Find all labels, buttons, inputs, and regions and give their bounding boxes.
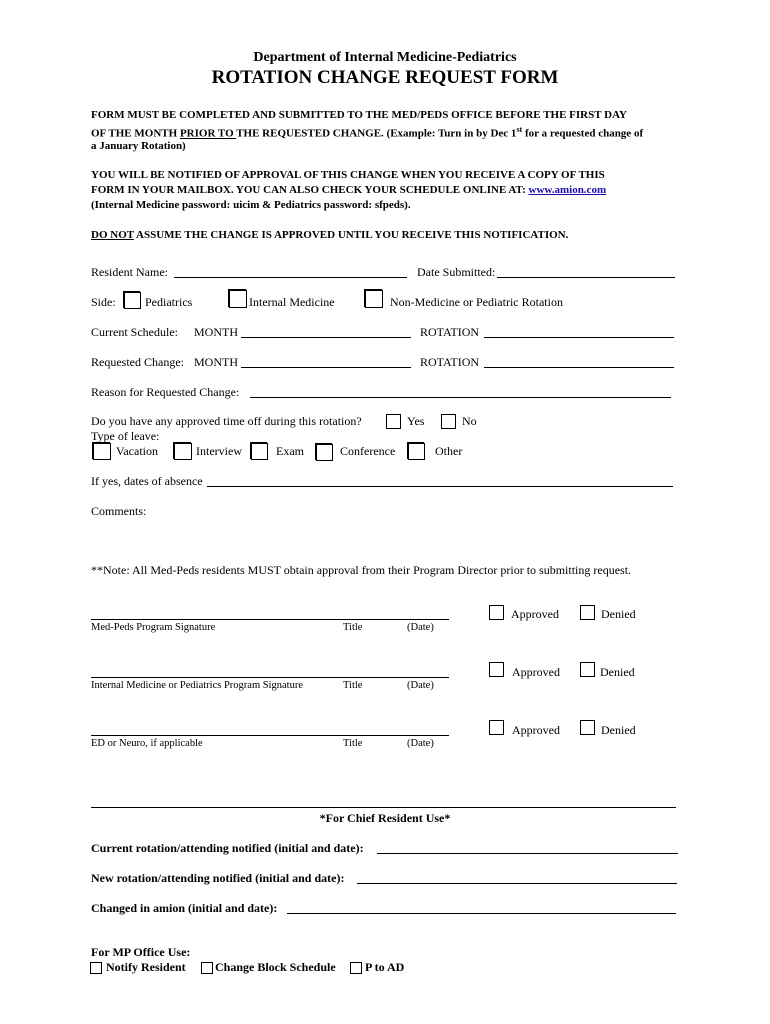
interview-label: Interview [196,444,242,458]
conference-label: Conference [340,444,396,458]
vacation-checkbox[interactable] [93,443,111,460]
internal-medicine-label: Internal Medicine [249,295,335,309]
requested-month-field[interactable] [241,367,411,368]
amion-link[interactable]: www.amion.com [528,184,607,196]
notify-resident-label: Notify Resident [106,960,186,974]
current-month-field[interactable] [241,337,411,338]
im-peds-title-label: Title [343,680,363,691]
p-to-ad-label: P to AD [365,960,405,974]
med-peds-signature-label: Med-Peds Program Signature [91,622,216,633]
ed-neuro-denied-checkbox[interactable] [580,720,595,735]
current-rotation-field[interactable] [484,337,674,338]
med-peds-approved-checkbox[interactable] [489,605,504,620]
instructions-p1-line2 [91,125,643,140]
requested-rotation-field[interactable] [484,367,674,368]
chief-resident-heading: *For Chief Resident Use* [319,811,451,825]
instructions-text: ASSUME THE CHANGE IS APPROVED UNTIL YOU RECEIVE THIS NOTIFICATION. [133,229,569,241]
requested-month-label: MONTH [194,355,238,369]
reason-field[interactable] [250,397,671,398]
yes-label: Yes [407,414,425,428]
change-block-schedule-checkbox[interactable] [201,962,213,974]
date-submitted-label: Date Submitted: [417,265,496,279]
other-label: Other [435,444,463,458]
office-use-heading: For MP Office Use: [91,945,191,959]
ed-neuro-denied-label: Denied [601,723,636,737]
chief-section-divider [91,807,676,808]
form-title: ROTATION CHANGE REQUEST FORM [211,67,559,88]
current-rotation-label: ROTATION [420,325,480,339]
side-label: Side: [91,295,116,309]
non-medicine-checkbox[interactable] [365,290,383,308]
instructions-text: THE REQUESTED CHANGE. (Example: Turn in by Dec 1 [236,127,517,140]
instructions-text: for a requested change of [522,127,644,140]
ed-neuro-title-label: Title [343,738,363,749]
current-schedule-label: Current Schedule: [91,325,178,339]
current-rotation-notified-label: Current rotation/attending notified (initial and date): [91,841,364,855]
im-peds-approved-checkbox[interactable] [489,662,504,677]
exam-checkbox[interactable] [251,443,268,460]
instructions-p3 [91,229,568,241]
comments-label: Comments: [91,504,147,518]
department-title: Department of Internal Medicine-Pediatrics [253,50,517,65]
instructions-p1-line3: a January Rotation) [91,140,186,152]
time-off-yes-checkbox[interactable] [386,414,401,429]
changed-in-amion-field[interactable] [287,913,676,914]
type-of-leave-label: Type of leave: [91,429,160,443]
ed-neuro-approved-checkbox[interactable] [489,720,504,735]
pediatrics-checkbox[interactable] [124,292,141,309]
reason-label: Reason for Requested Change: [91,385,240,399]
med-peds-approved-label: Approved [511,607,559,621]
ed-neuro-date-label: (Date) [407,738,434,749]
ed-neuro-approved-label: Approved [512,723,560,737]
instructions-underlined: PRIOR TO [179,127,237,140]
time-off-question: Do you have any approved time off during this rotation? [91,414,362,428]
time-off-no-checkbox[interactable] [441,414,456,429]
ed-neuro-signature-line[interactable] [91,735,449,736]
resident-name-label: Resident Name: [91,265,168,279]
med-peds-date-label: (Date) [407,622,434,633]
instructions-p1-line1: FORM MUST BE COMPLETED AND SUBMITTED TO THE MED/PEDS OFFICE BEFORE THE FIRST DAY [91,109,627,121]
changed-in-amion-label: Changed in amion (initial and date): [91,901,278,915]
interview-checkbox[interactable] [174,443,192,460]
dates-absence-label: If yes, dates of absence [91,474,203,488]
requested-change-label: Requested Change: [91,355,184,369]
superscript: st [516,125,523,134]
new-rotation-notified-label: New rotation/attending notified (initial and date): [91,871,345,885]
im-peds-signature-label: Internal Medicine or Pediatrics Program Signature [91,680,303,691]
im-peds-approved-label: Approved [512,665,560,679]
med-peds-title-label: Title [343,622,363,633]
med-peds-signature-line[interactable] [91,619,449,620]
im-peds-denied-label: Denied [600,665,635,679]
med-peds-denied-checkbox[interactable] [580,605,595,620]
change-block-schedule-label: Change Block Schedule [215,960,336,974]
dates-absence-field[interactable] [207,486,673,487]
no-label: No [462,414,477,428]
instructions-p2-line2 [91,184,606,196]
med-peds-denied-label: Denied [601,607,636,621]
ed-neuro-signature-label: ED or Neuro, if applicable [91,738,203,749]
resident-name-field[interactable] [174,277,407,278]
vacation-label: Vacation [116,444,158,458]
instructions-p2-line3: (Internal Medicine password: uicim & Pediatrics password: sfpeds). [91,199,411,211]
pediatrics-label: Pediatrics [145,295,193,309]
instructions-text: OF THE MONTH [91,127,180,140]
im-peds-signature-line[interactable] [91,677,449,678]
exam-label: Exam [276,444,304,458]
requested-rotation-label: ROTATION [420,355,480,369]
instructions-text: FORM IN YOUR MAILBOX. YOU CAN ALSO CHECK YOUR SCHEDULE ONLINE AT: [91,184,529,196]
non-medicine-label: Non-Medicine or Pediatric Rotation [390,295,563,309]
internal-medicine-checkbox[interactable] [229,290,247,308]
do-not-underlined: DO NOT [91,229,134,241]
other-checkbox[interactable] [408,443,425,460]
current-rotation-notified-field[interactable] [377,853,678,854]
approval-note: **Note: All Med-Peds residents MUST obtain approval from their Program Director prior to submitting request. [91,563,632,577]
new-rotation-notified-field[interactable] [357,883,677,884]
p-to-ad-checkbox[interactable] [350,962,362,974]
im-peds-date-label: (Date) [407,680,434,691]
notify-resident-checkbox[interactable] [90,962,102,974]
instructions-p2-line1: YOU WILL BE NOTIFIED OF APPROVAL OF THIS CHANGE WHEN YOU RECEIVE A COPY OF THIS [91,169,605,181]
date-submitted-field[interactable] [497,277,675,278]
conference-checkbox[interactable] [316,444,333,461]
im-peds-denied-checkbox[interactable] [580,662,595,677]
current-month-label: MONTH [194,325,238,339]
